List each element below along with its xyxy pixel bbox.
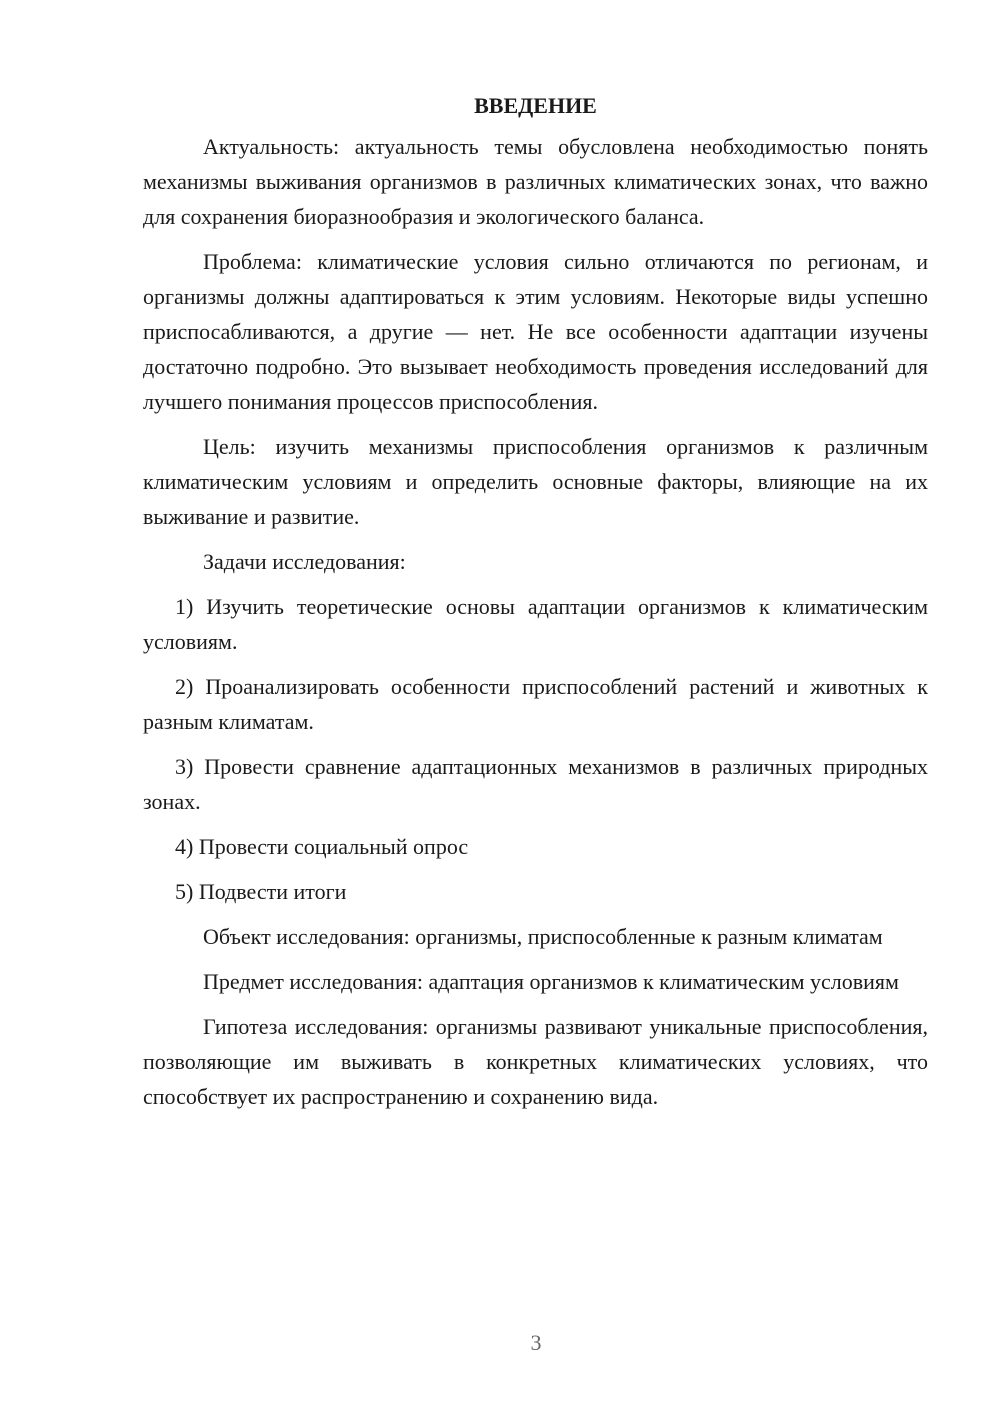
page-title: ВВЕДЕНИЕ: [474, 93, 597, 118]
document-page: [143, 88, 928, 1124]
page-number: 3: [530, 1330, 542, 1355]
paragraph-problem: Проблема: климатические условия сильно отличаются по регионам, и организмы должны адаптироваться к этим условиям. Некоторые виды успешно приспосабливаются, а другие — нет. Не все особенности адаптации изучены достаточно подробно. Это вызывает необходимость проведения исследований для лучшего понимания процессов приспособления.: [143, 249, 928, 414]
paragraph-hypothesis: Гипотеза исследования: организмы развивают уникальные приспособления, позволяющие им выживать в конкретных климатических условиях, что способствует их распространению и сохранению вида.: [143, 1014, 928, 1109]
list-item: 1) Изучить теоретические основы адаптации организмов к климатическим условиям.: [143, 594, 928, 654]
list-item: 4) Провести социальный опрос: [175, 834, 469, 859]
paragraph-subject: Предмет исследования: адаптация организмов к климатическим условиям: [203, 969, 899, 994]
paragraph-object: Объект исследования: организмы, приспособленные к разным климатам: [203, 924, 883, 949]
list-item: 5) Подвести итоги: [175, 879, 347, 904]
tasks-list: [143, 589, 928, 909]
tasks-heading: Задачи исследования:: [203, 549, 406, 574]
paragraph-relevance: Актуальность: актуальность темы обусловлена необходимостью понять механизмы выживания организмов в различных климатических зонах, что важно для сохранения биоразнообразия и экологического баланса.: [143, 134, 928, 229]
paragraph-goal: Цель: изучить механизмы приспособления организмов к различным климатическим условиям и определить основные факторы, влияющие на их выживание и развитие.: [143, 434, 928, 529]
list-item: 3) Провести сравнение адаптационных механизмов в различных природных зонах.: [143, 754, 928, 814]
list-item: 2) Проанализировать особенности приспособлений растений и животных к разным климатам.: [143, 674, 928, 734]
